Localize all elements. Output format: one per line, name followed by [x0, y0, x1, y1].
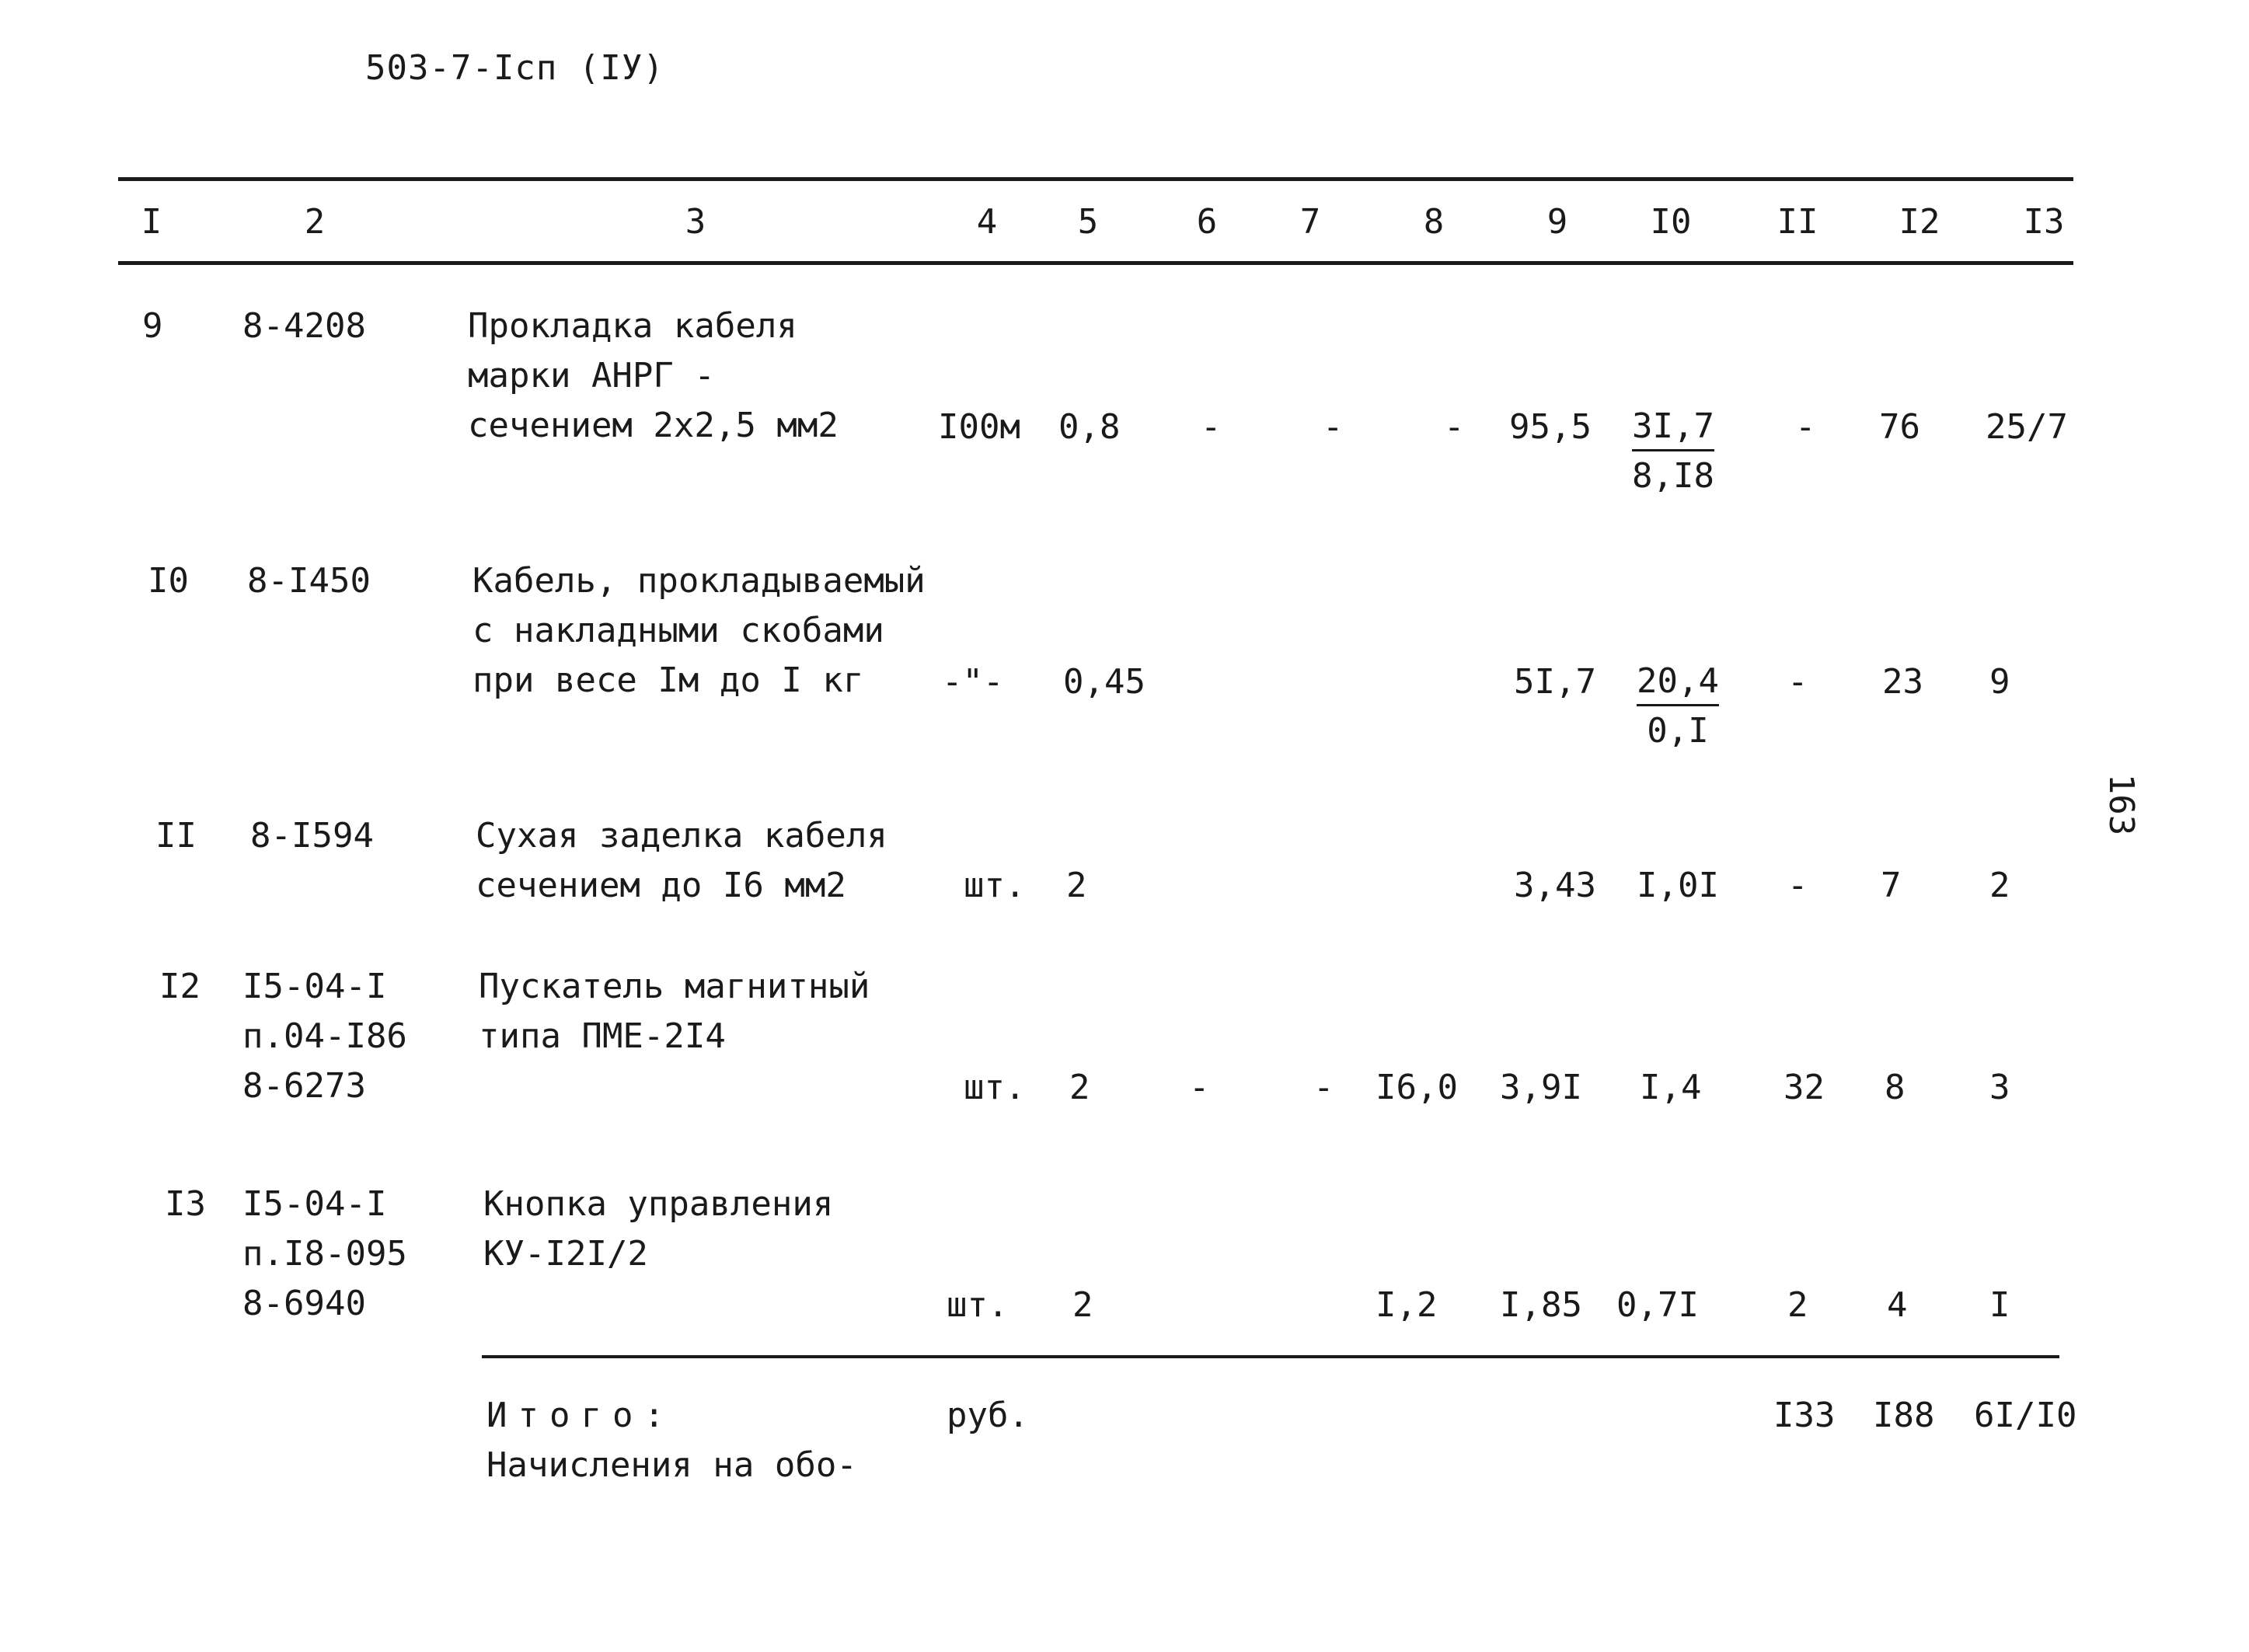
header-col-11: II	[1777, 202, 1818, 242]
quantity: 0,45	[1063, 662, 1145, 702]
unit: шт.	[947, 1285, 1009, 1325]
norm-code: I5-04-I п.04-I86 8-6273	[242, 967, 407, 1106]
col-11-value: -	[1787, 866, 1808, 905]
col-9-value: 95,5	[1509, 407, 1592, 447]
header-col-10: I0	[1650, 202, 1692, 242]
unit: шт.	[964, 1068, 1026, 1107]
row-number: II	[155, 816, 197, 856]
col-8-value: I6,0	[1376, 1068, 1458, 1107]
col-13-value: 9	[1989, 662, 2010, 702]
fraction-denominator: 0,I	[1647, 711, 1709, 751]
col-8-value: -	[1444, 407, 1465, 447]
col-11-value: -	[1795, 407, 1816, 447]
col-10-fraction	[1637, 659, 1719, 756]
col-6-value: -	[1201, 407, 1222, 447]
col-9-value: 3,9I	[1500, 1068, 1582, 1107]
norm-code: I5-04-I п.I8-095 8-6940	[242, 1184, 407, 1323]
col-13-value: 25/7	[1986, 407, 2068, 447]
col-9-value: I,85	[1500, 1285, 1582, 1325]
work-description: Кнопка управления КУ-I2I/2	[483, 1184, 834, 1274]
col-9-value: 3,43	[1514, 866, 1596, 905]
total-label: Итого:	[486, 1396, 675, 1435]
row-number: I3	[165, 1184, 206, 1224]
col-13-value: 2	[1989, 866, 2010, 905]
total-col-12: I88	[1873, 1396, 1935, 1435]
col-11-value: 2	[1787, 1285, 1808, 1325]
col-7-value: -	[1323, 407, 1344, 447]
header-col-8: 8	[1423, 202, 1445, 242]
row-number: 9	[142, 306, 163, 346]
work-description: Кабель, прокладываемый с накладными скобами при весе Iм до I кг	[472, 561, 926, 700]
header-col-9: 9	[1546, 202, 1568, 242]
work-description: Сухая заделка кабеля сечением до I6 мм2	[476, 816, 887, 905]
col-13-value: I	[1989, 1285, 2010, 1325]
header-col-13: I3	[2023, 202, 2065, 242]
header-col-4: 4	[976, 202, 998, 242]
col-11-value: 32	[1784, 1068, 1825, 1107]
unit: -"-	[942, 662, 1004, 702]
col-10-fraction	[1632, 404, 1714, 501]
header-rule	[118, 261, 2073, 265]
quantity: 2	[1072, 1285, 1093, 1325]
quantity: 0,8	[1058, 407, 1121, 447]
row-number: I0	[148, 561, 189, 601]
header-col-12: I2	[1899, 202, 1940, 242]
col-10-value: 0,7I	[1616, 1285, 1699, 1325]
norm-code: 8-4208	[242, 306, 366, 346]
accruals-line: Начисления на обо-	[486, 1445, 857, 1485]
header-col-2: 2	[304, 202, 326, 242]
total-col-11: I33	[1773, 1396, 1836, 1435]
work-description: Пускатель магнитный типа ПМЕ-2I4	[479, 967, 870, 1056]
header-col-6: 6	[1196, 202, 1218, 242]
col-10-value: I,4	[1640, 1068, 1702, 1107]
header-col-1: I	[141, 202, 162, 242]
unit: I00м	[938, 407, 1020, 447]
col-13-value: 3	[1989, 1068, 2010, 1107]
header-col-5: 5	[1077, 202, 1099, 242]
col-6-value: -	[1189, 1068, 1210, 1107]
col-12-value: 4	[1887, 1285, 1908, 1325]
col-12-value: 8	[1885, 1068, 1906, 1107]
col-11-value: -	[1787, 662, 1808, 702]
header-col-7: 7	[1299, 202, 1321, 242]
quantity: 2	[1069, 1068, 1090, 1107]
fraction-denominator: 8,I8	[1632, 456, 1714, 496]
header-col-3: 3	[685, 202, 706, 242]
document-code: 503-7-Iсп (IУ)	[365, 48, 664, 88]
fraction-numerator: 20,4	[1637, 659, 1719, 706]
top-rule	[118, 177, 2073, 181]
total-rule	[482, 1355, 2059, 1358]
total-unit: руб.	[947, 1396, 1029, 1435]
total-col-13: 6I/I0	[1974, 1396, 2077, 1435]
work-description: Прокладка кабеля марки АНРГ - сечением 2х2,5 мм2	[468, 306, 839, 445]
norm-code: 8-I450	[247, 561, 371, 601]
col-10-value: I,0I	[1637, 866, 1719, 905]
norm-code: 8-I594	[250, 816, 374, 856]
unit: шт.	[964, 866, 1026, 905]
page-number: 163	[2101, 773, 2142, 836]
col-8-value: I,2	[1376, 1285, 1438, 1325]
col-12-value: 76	[1879, 407, 1920, 447]
col-7-value: -	[1313, 1068, 1334, 1107]
col-12-value: 23	[1882, 662, 1923, 702]
fraction-numerator: 3I,7	[1632, 404, 1714, 451]
col-12-value: 7	[1881, 866, 1902, 905]
quantity: 2	[1066, 866, 1087, 905]
row-number: I2	[159, 967, 200, 1006]
col-9-value: 5I,7	[1514, 662, 1596, 702]
